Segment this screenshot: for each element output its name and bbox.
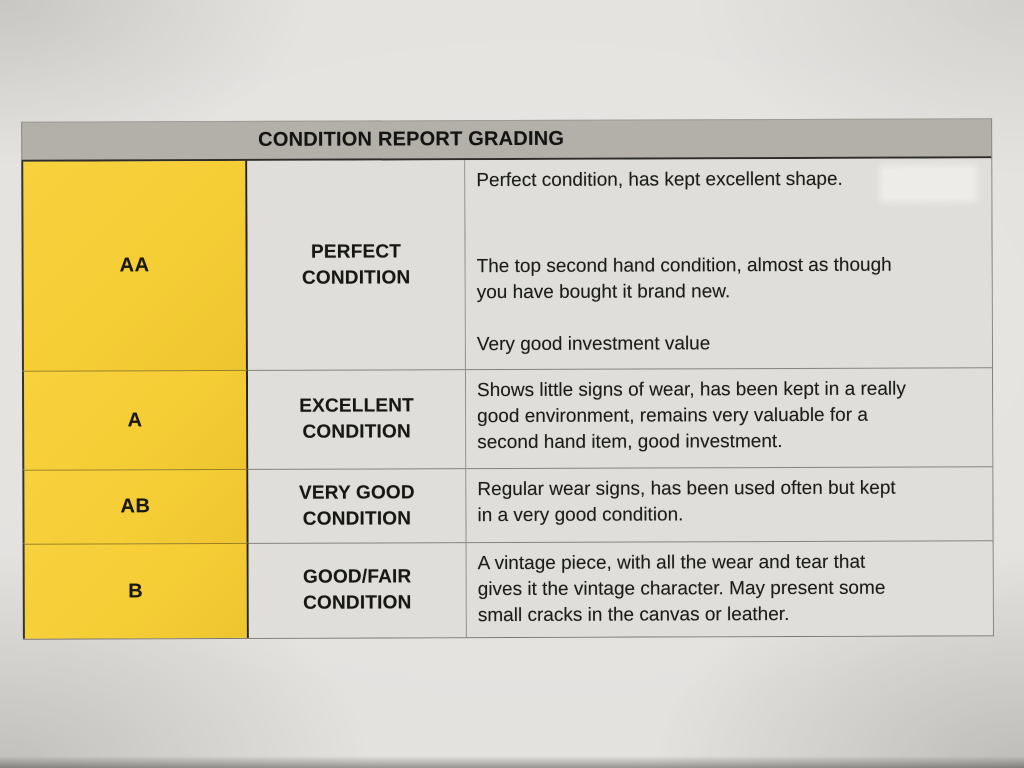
- condition-label-cell: [247, 160, 466, 370]
- description-cell: [466, 466, 992, 542]
- table-row-a: [22, 367, 992, 469]
- grade-cell: [23, 543, 249, 639]
- grade-value: AA: [119, 254, 150, 277]
- grade-value: A: [127, 408, 143, 431]
- description-paragraph: Perfect condition, has kept excellent shape.: [476, 168, 843, 192]
- condition-label-cell: [248, 369, 466, 469]
- description-paragraph: Regular wear signs, has been used often but kept in a very good condition.: [477, 477, 896, 527]
- condition-label-cell: [248, 468, 466, 543]
- description-paragraph: A vintage piece, with all the wear and tear that gives it the vintage character. May present some small cracks in the canvas or leather.: [477, 551, 886, 627]
- grade-cell: [22, 469, 248, 544]
- description-paragraph: The top second hand condition, almost as though you have bought it brand new.: [476, 254, 892, 304]
- description-paragraph: Very good investment value: [476, 333, 711, 356]
- condition-label-line: CONDITION: [303, 592, 412, 614]
- table-row-aa: [21, 158, 992, 370]
- grade-value: AB: [120, 495, 151, 518]
- table-row-ab: [22, 466, 992, 543]
- table-title: CONDITION REPORT GRADING: [258, 127, 565, 151]
- description-cell: [467, 540, 993, 637]
- condition-label-line: CONDITION: [302, 507, 412, 530]
- condition-label-line: CONDITION: [302, 421, 411, 443]
- condition-label-cell: [249, 542, 467, 638]
- table-header: [21, 118, 991, 161]
- condition-report-table: [21, 118, 994, 639]
- condition-label-line: GOOD/FAIR: [302, 566, 412, 588]
- condition-label-line: VERY GOOD: [298, 481, 415, 504]
- condition-label-line: CONDITION: [301, 266, 411, 289]
- grade-cell: [22, 370, 248, 470]
- table-row-b: [23, 540, 993, 638]
- description-cell: [465, 158, 992, 369]
- grade-value: B: [128, 579, 144, 602]
- grade-cell: [21, 161, 248, 371]
- description-cell: [466, 367, 992, 468]
- condition-label-line: PERFECT: [310, 240, 402, 263]
- description-paragraph: Shows little signs of wear, has been kept in a really good environment, remains very valuable for a second hand item, good investment.: [477, 378, 906, 454]
- condition-label-line: EXCELLENT: [299, 395, 415, 417]
